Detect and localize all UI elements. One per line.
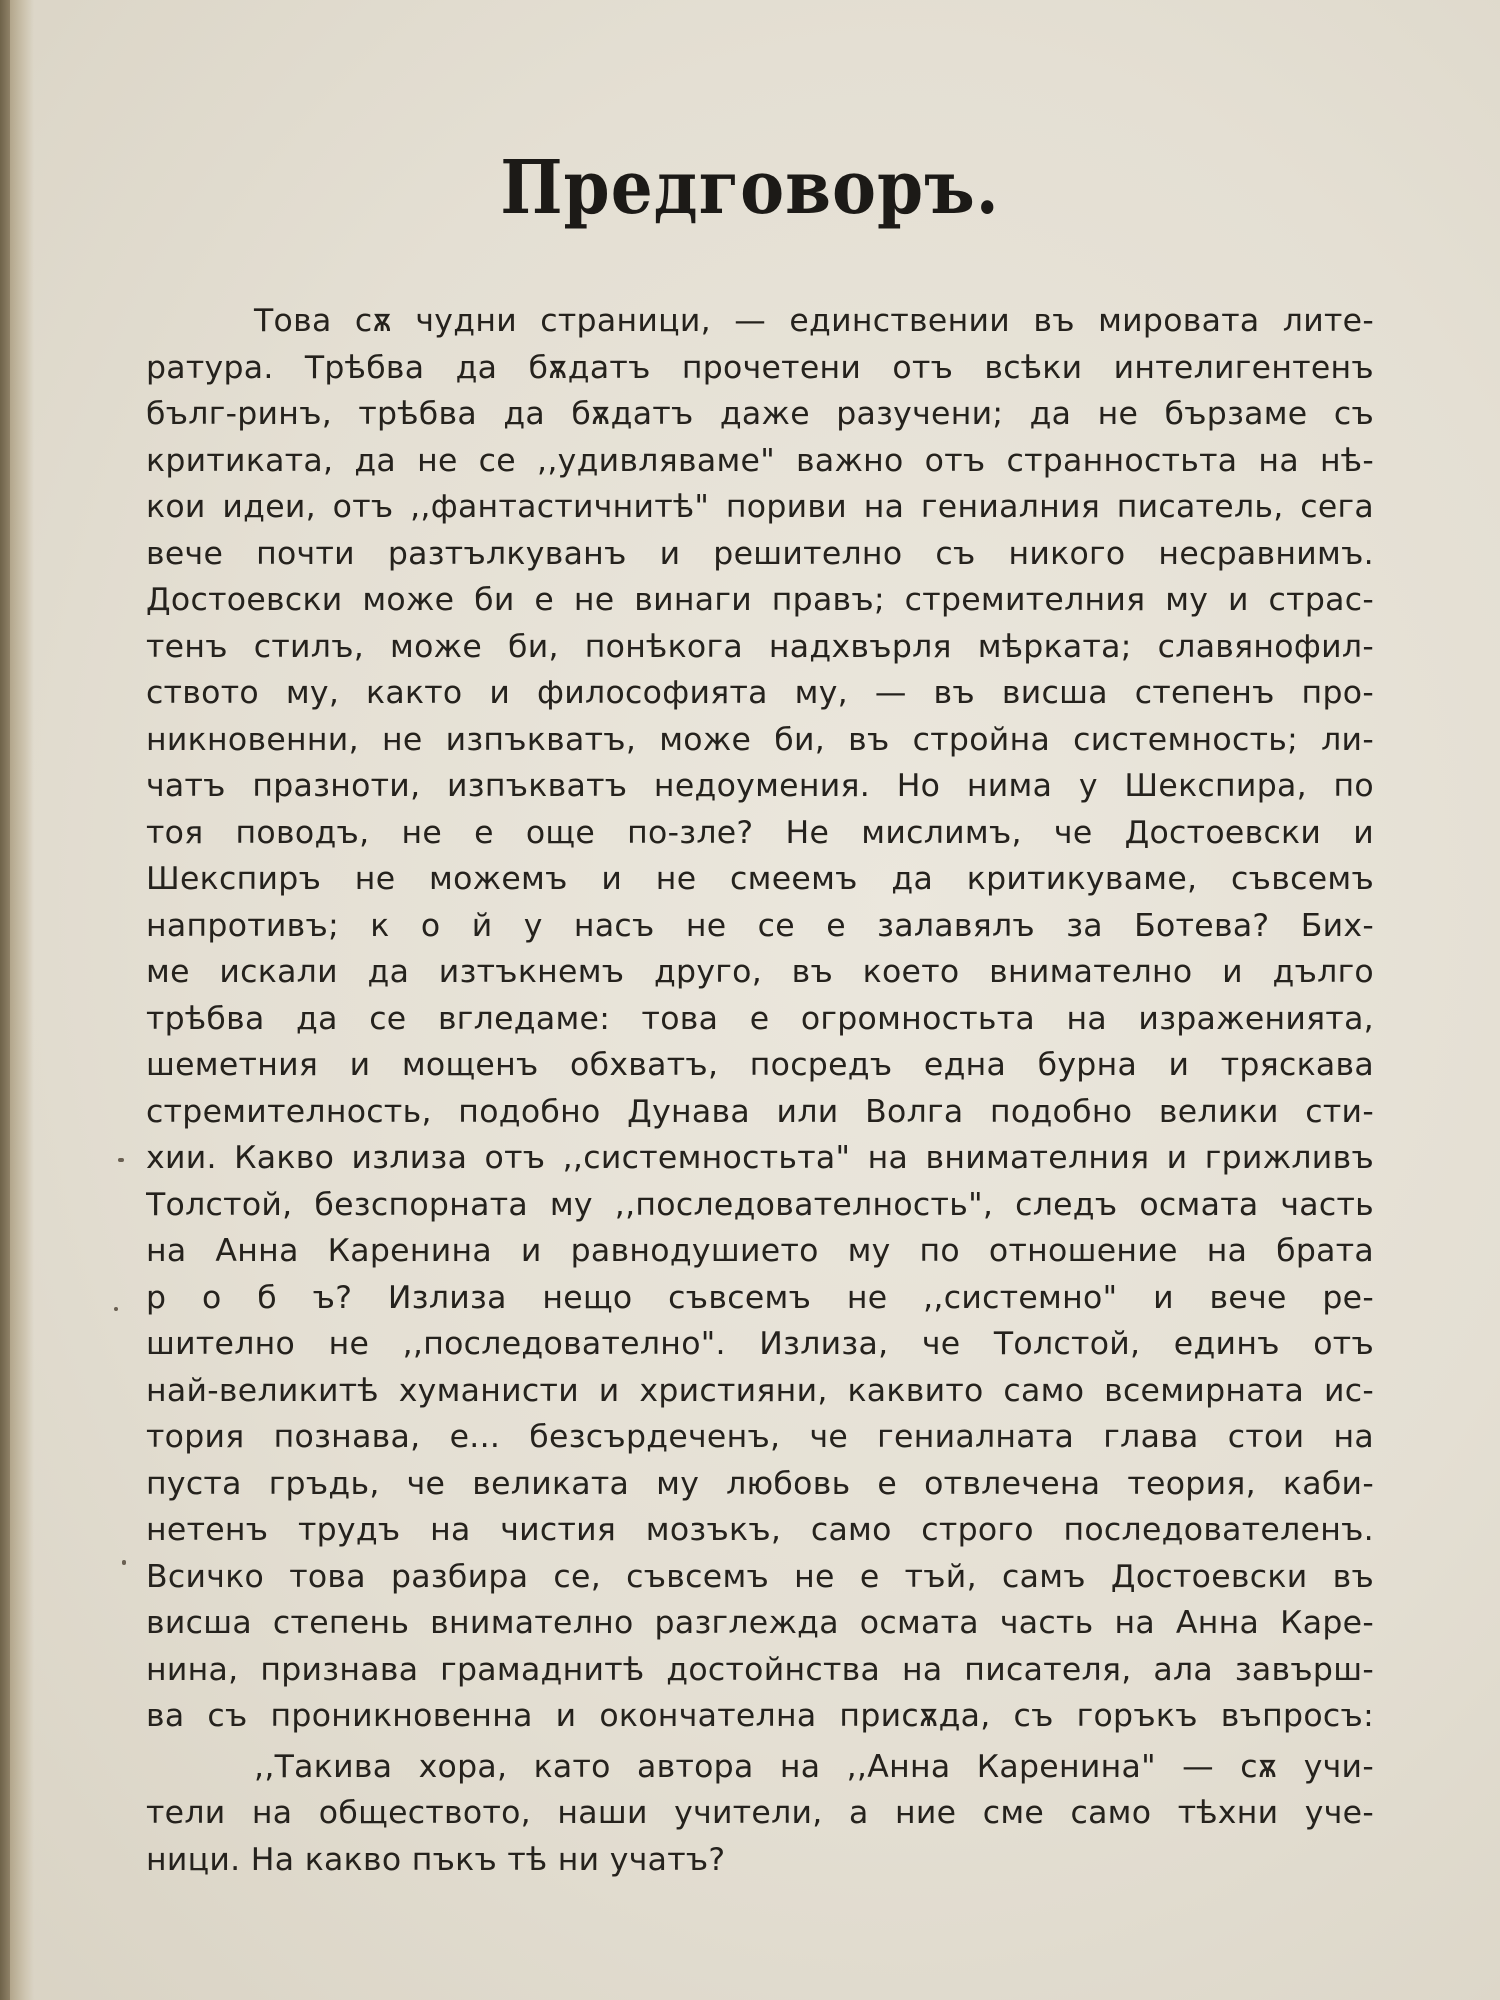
page-title: Предговоръ.: [500, 143, 1000, 231]
text-line: Достоевски може би е не винаги правъ; стремителния му и страс-: [146, 582, 1374, 618]
text-line: вече почти разтълкуванъ и решително съ никого несравнимъ.: [146, 535, 1374, 572]
text-line: бълг-ринъ, трѣбва да бѫдатъ даже разучени; да не бързаме съ: [146, 396, 1374, 432]
text-line: критиката, да не се ,,удивляваме" важно отъ странностьта на нѣ-: [146, 442, 1374, 479]
text-line: стремителность, подобно Дунава или Волга подобно велики сти-: [146, 1093, 1374, 1130]
text-line: шително не ,,последователно". Излиза, че Толстой, единъ отъ: [146, 1326, 1374, 1362]
text-line: р о б ъ? Излиза нещо съвсемъ не ,,системно" и вече ре-: [146, 1279, 1374, 1316]
text-line: нина, признава грамаднитѣ достойнства на писателя, ала завърш-: [146, 1651, 1374, 1688]
text-line: напротивъ; к о й у насъ не се е залавялъ за Ботева? Бих-: [146, 907, 1374, 944]
text-line: хии. Какво излиза отъ ,,системностьта" на внимателния и грижливъ: [146, 1140, 1374, 1176]
text-line: ва съ проникновенна и окончателна присѫда, съ горъкъ въпросъ:: [146, 1698, 1374, 1734]
paper-speck: [122, 1560, 126, 1565]
text-line: ството му, както и философията му, — въ висша степенъ про-: [146, 675, 1374, 711]
text-line: ници. На какво пъкъ тѣ ни учатъ?: [146, 1841, 726, 1878]
book-binding-edge: [0, 0, 10, 2000]
text-line: чатъ празноти, изпъкватъ недоумения. Но нима у Шекспира, по: [146, 768, 1374, 804]
text-line: тенъ стилъ, може би, понѣкога надхвърля мѣрката; славянофил-: [146, 628, 1374, 665]
text-line: Всичко това разбира се, съвсемъ не е тъй, самъ Достоевски въ: [146, 1558, 1374, 1595]
text-line: пуста гръдь, че великата му любовь е отвлечена теория, каби-: [146, 1465, 1374, 1502]
text-line: на Анна Каренина и равнодушието му по отношение на брата: [146, 1233, 1374, 1269]
body-text: [146, 298, 1374, 1883]
text-line: тоя поводъ, не е още по-зле? Не мислимъ, че Достоевски и: [146, 814, 1374, 851]
text-line: шеметния и мощенъ обхватъ, посредъ една бурна и тряскава: [146, 1047, 1374, 1083]
text-line: най-великитѣ хуманисти и християни, каквито само всемирната ис-: [146, 1372, 1374, 1409]
text-line: трѣбва да се вгледаме: това е огромностьта на израженията,: [146, 1000, 1374, 1037]
text-line: ,,Такива хора, като автора на ,,Анна Каренина" — сѫ учи-: [254, 1748, 1374, 1785]
text-line: Шекспиръ не можемъ и не смеемъ да критикуваме, съвсемъ: [146, 861, 1374, 897]
text-line: ме искали да изтъкнемъ друго, въ което внимателно и дълго: [146, 954, 1374, 990]
text-line: кои идеи, отъ ,,фантастичнитѣ" пориви на гениалния писатель, сега: [146, 489, 1374, 525]
text-line: тели на обществото, наши учители, а ние сме само тѣхни уче-: [146, 1795, 1374, 1831]
text-line: нетенъ трудъ на чистия мозъкъ, само строго последователенъ.: [146, 1512, 1374, 1548]
text-line: тория познава, е... безсърдеченъ, че гениалната глава стои на: [146, 1419, 1374, 1455]
text-line: висша степень внимателно разглежда осмата часть на Анна Каре-: [146, 1605, 1374, 1641]
text-line: ратура. Трѣбва да бѫдатъ прочетени отъ всѣки интелигентенъ: [146, 349, 1374, 386]
text-line: Това сѫ чудни страници, — единствении въ мировата лите-: [254, 303, 1374, 339]
text-line: никновенни, не изпъкватъ, може би, въ стройна системность; ли-: [146, 721, 1374, 758]
paper-speck: [114, 1307, 118, 1311]
text-line: Толстой, безспорната му ,,последователность", следъ осмата часть: [146, 1186, 1374, 1223]
paper-speck: [118, 1158, 124, 1162]
